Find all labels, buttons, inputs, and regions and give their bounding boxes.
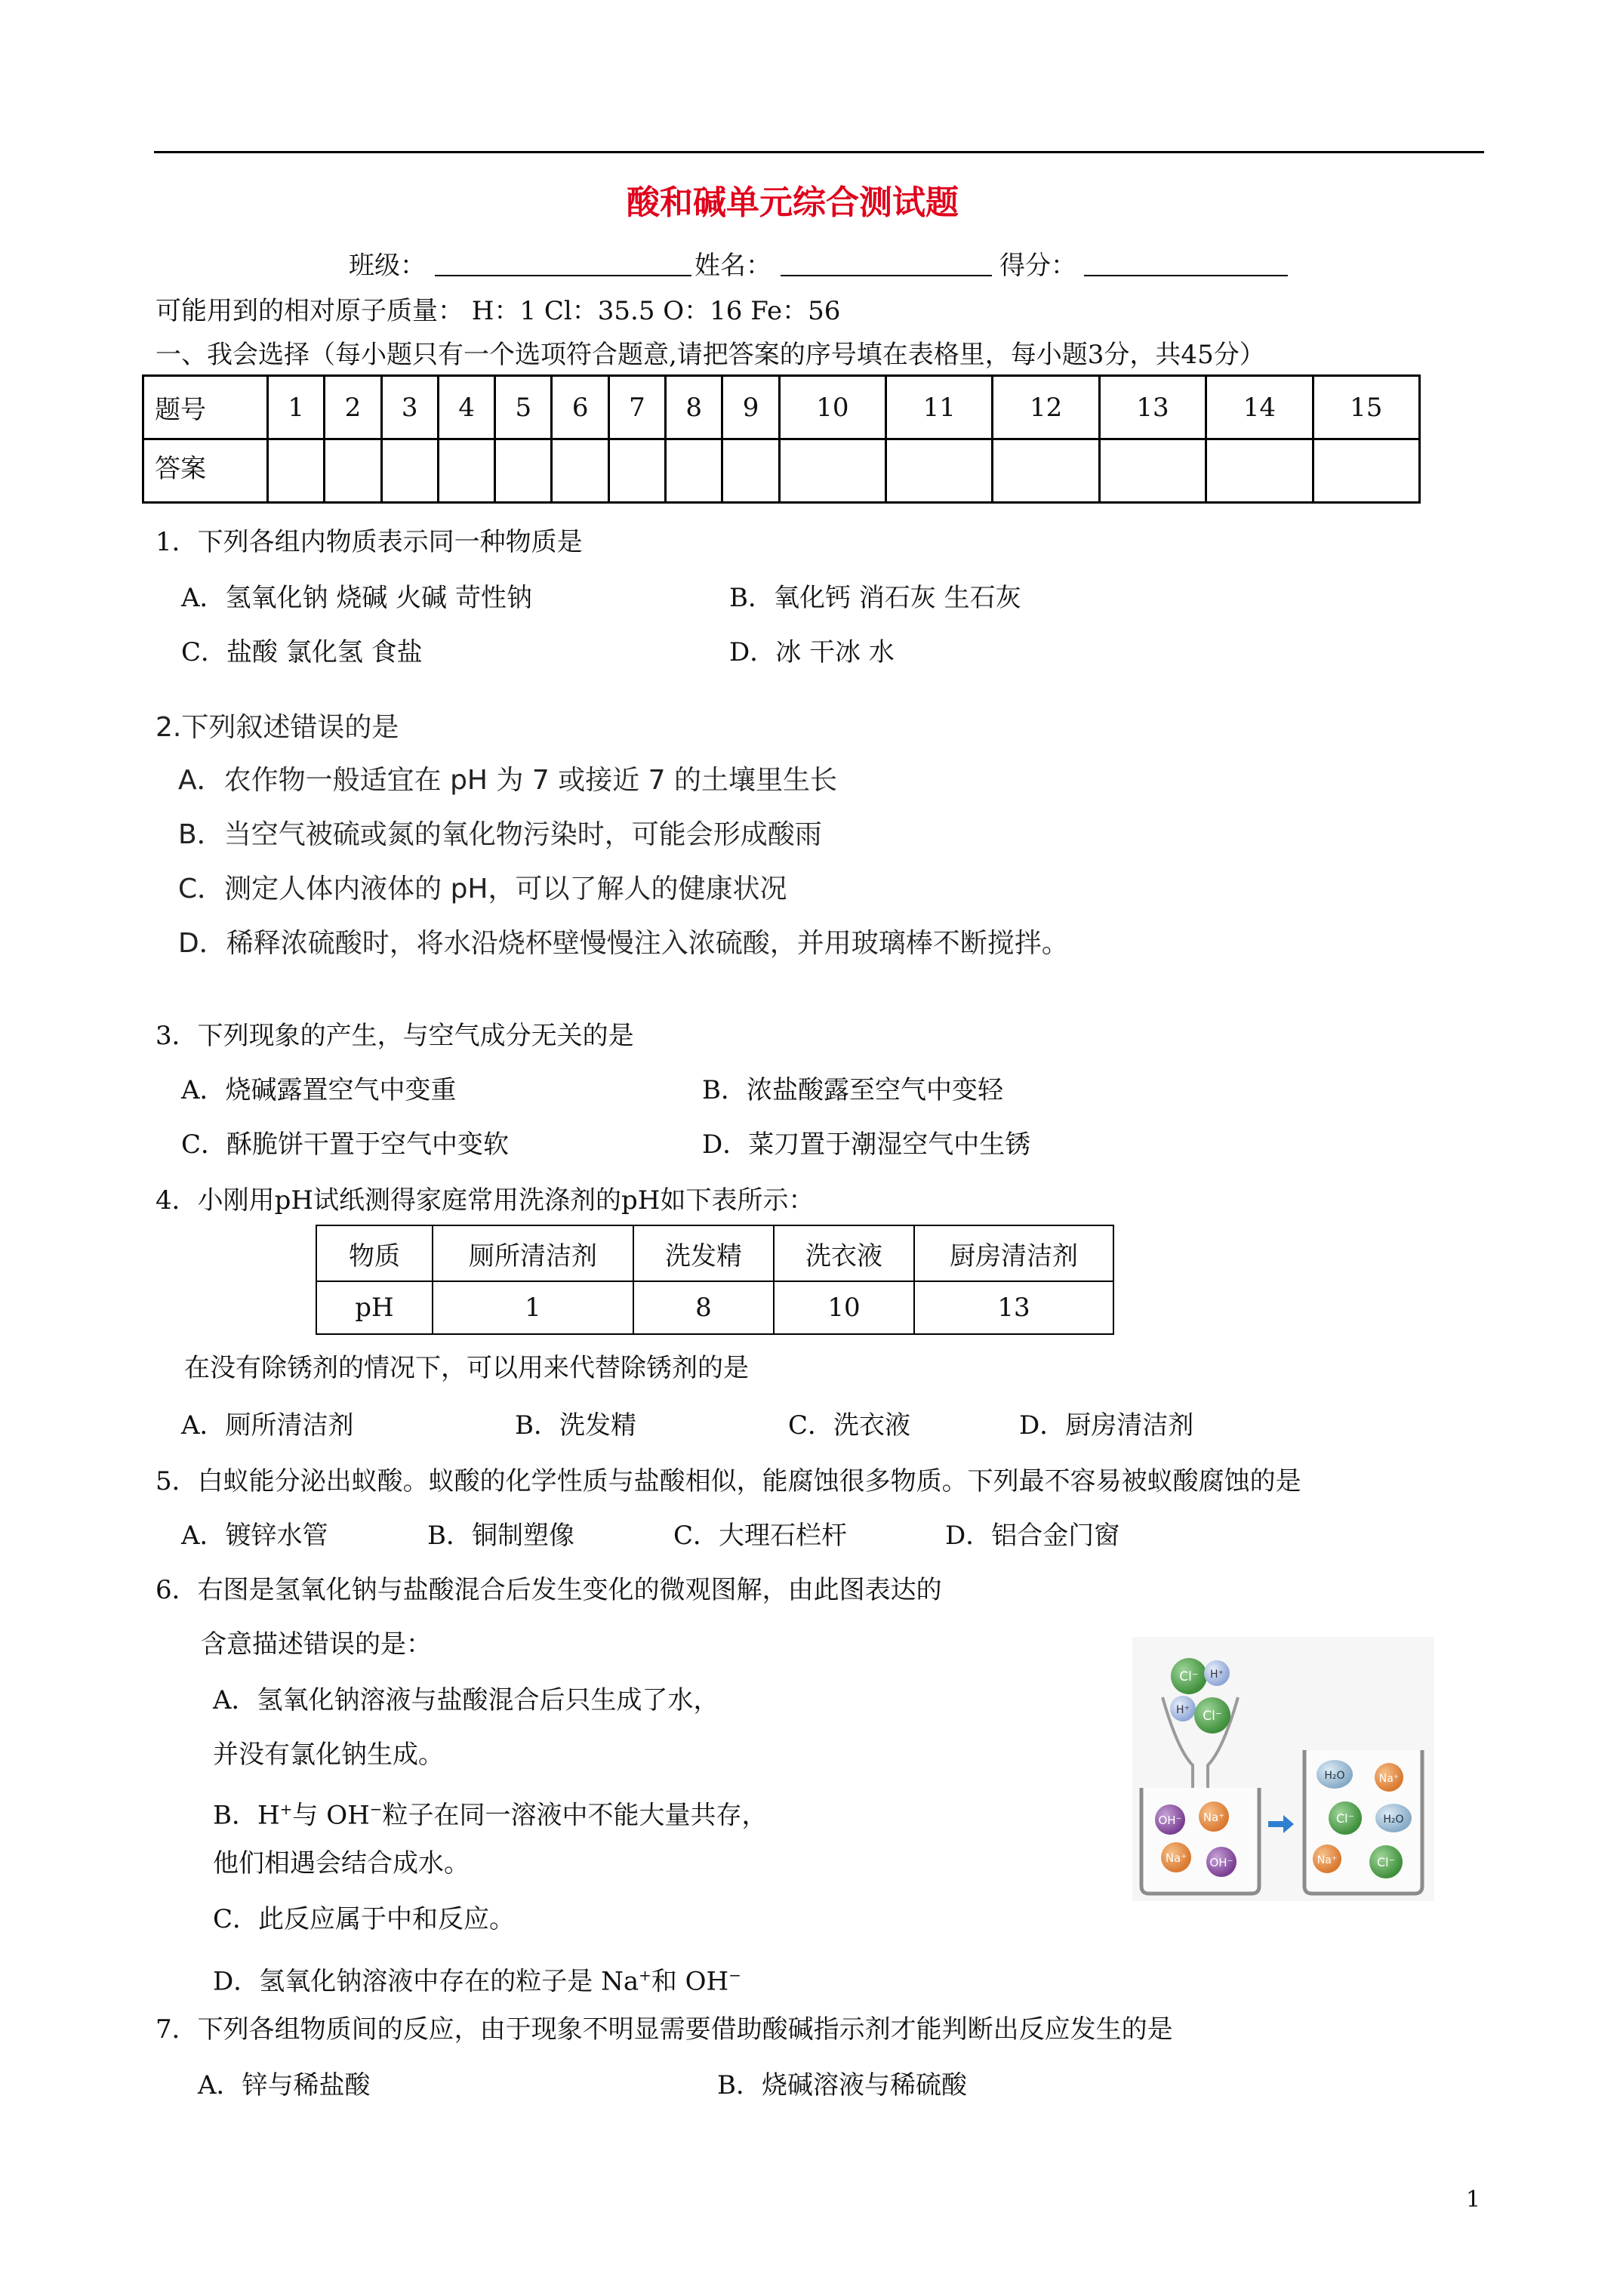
ph-table-header: 物质 [316,1225,433,1281]
answer-cell[interactable] [608,439,665,503]
h-ion-label: H⁺ [1176,1704,1190,1716]
row-head-number: 题号 [143,376,268,439]
row-head-answer: 答案 [143,439,268,503]
answer-cell[interactable] [495,439,552,503]
q3-option-c: C．酥脆饼干置于空气中变软 [181,1130,510,1160]
ph-table [316,1225,1114,1335]
answer-cell[interactable] [268,439,325,503]
neutralization-diagram [1132,1637,1434,1901]
answer-cell[interactable] [381,439,438,503]
answer-cell[interactable] [886,439,993,503]
ph-table-cell: 10 [774,1281,914,1334]
q7-stem: 7．下列各组物质间的反应，由于现象不明显需要借助酸碱指示剂才能判断出反应发生的是 [156,2014,1173,2045]
q6-option-b-line2: 他们相遇会结合成水。 [213,1848,470,1878]
answer-cell[interactable] [1099,439,1206,503]
q6-option-c: C．此反应属于中和反应。 [213,1904,516,1934]
q2-option-d: D．稀释浓硫酸时，将水沿烧杯壁慢慢注入浓硫酸，并用玻璃棒不断搅拌。 [178,928,1069,959]
name-blank[interactable] [781,249,992,276]
qnum-cell: 8 [666,376,722,439]
q4-option-a: A．厕所清洁剂 [181,1410,354,1441]
q1-stem: 1．下列各组内物质表示同一种物质是 [156,527,583,557]
na-ion-label: Na⁺ [1317,1854,1338,1866]
ph-table-header: 洗发精 [633,1225,774,1281]
answer-cell[interactable] [438,439,494,503]
cl-ion-label: Cl⁻ [1376,1855,1396,1869]
qnum-cell: 5 [495,376,552,439]
q5-option-d: D．铝合金门窗 [945,1521,1120,1551]
answer-cell[interactable] [722,439,779,503]
q7-option-a: A．锌与稀盐酸 [198,2070,371,2100]
ph-table-cell: 8 [633,1281,774,1334]
q4-option-d: D．厨房清洁剂 [1019,1410,1194,1441]
q2-option-a: A．农作物一般适宜在 pH 为 7 或接近 7 的土壤里生长 [178,765,838,796]
q2-option-c: C．测定人体内液体的 pH，可以了解人的健康状况 [178,874,787,905]
ph-table-cell: 1 [433,1281,633,1334]
q6-option-d: D．氢氧化钠溶液中存在的粒子是 Na+和 OH− [213,1966,741,1997]
h-ion-label: H⁺ [1210,1669,1224,1681]
q1-option-b: B．氧化钙 消石灰 生石灰 [729,583,1021,613]
ph-table-header: 厕所清洁剂 [433,1225,633,1281]
q2-option-b: B．当空气被硫或氮的氧化物污染时，可能会形成酸雨 [178,819,822,850]
na-ion-label: Na⁺ [1378,1773,1400,1785]
score-blank[interactable] [1084,249,1288,276]
cl-ion-label: Cl⁻ [1203,1709,1222,1724]
q1-option-d: D．冰 干冰 水 [729,637,895,667]
ph-table-cell: 13 [914,1281,1113,1334]
answer-cell[interactable] [1206,439,1313,503]
oh-ion-label: OH⁻ [1158,1814,1182,1827]
q3-option-d: D．菜刀置于潮湿空气中生锈 [702,1130,1031,1160]
qnum-cell: 7 [608,376,665,439]
qnum-cell: 2 [325,376,381,439]
qnum-cell: 12 [993,376,1099,439]
qnum-cell: 4 [438,376,494,439]
ph-table-header: 洗衣液 [774,1225,914,1281]
name-label: 姓名： [694,251,771,281]
q6-option-a-line1: A．氢氧化钠溶液与盐酸混合后只生成了水， [213,1685,719,1715]
answer-cell[interactable] [1313,439,1419,503]
cl-ion-label: Cl⁻ [1335,1811,1355,1826]
na-ion-label: Na⁺ [1165,1851,1187,1865]
ph-table-cell: pH [316,1281,433,1334]
q6-stem: 6．右图是氢氧化钠与盐酸混合后发生变化的微观图解，由此图表达的 [156,1575,942,1605]
ph-table-header: 厨房清洁剂 [914,1225,1113,1281]
na-ion-label: Na⁺ [1203,1811,1225,1824]
header-rule [154,151,1484,153]
page-title: 酸和碱单元综合测试题 [627,183,959,222]
atomic-mass-line: 可能用到的相对原子质量： H：1 Cl：35.5 O：16 Fe：56 [156,296,841,326]
qnum-cell: 1 [268,376,325,439]
qnum-cell: 6 [552,376,608,439]
qnum-cell: 10 [779,376,885,439]
answer-table [142,374,1421,504]
q1-option-c: C．盐酸 氯化氢 食盐 [181,637,423,667]
oh-ion-label: OH⁻ [1209,1856,1233,1869]
q5-stem: 5．白蚁能分泌出蚁酸。蚁酸的化学性质与盐酸相似，能腐蚀很多物质。下列最不容易被蚁酸腐蚀的是 [156,1466,1301,1496]
answer-cell[interactable] [666,439,722,503]
q7-option-b: B．烧碱溶液与稀硫酸 [717,2070,967,2100]
water-label: H₂O [1383,1814,1404,1826]
qnum-cell: 11 [886,376,993,439]
q5-option-a: A．镀锌水管 [181,1521,328,1551]
answer-cell[interactable] [779,439,885,503]
beaker-left [1141,1788,1259,1894]
answer-cell[interactable] [552,439,608,503]
q6-option-b-line1: B．H+与 OH−粒子在同一溶液中不能大量共存， [213,1800,768,1831]
q6-option-a-line2: 并没有氯化钠生成。 [213,1740,444,1770]
cl-ion-label: Cl⁻ [1179,1669,1199,1684]
qnum-cell: 14 [1206,376,1313,439]
answer-cell[interactable] [993,439,1099,503]
q5-option-c: C．大理石栏杆 [673,1521,848,1551]
page-number: 1 [1466,2187,1481,2213]
q4-stem: 4．小刚用pH试纸测得家庭常用洗涤剂的pH如下表所示： [156,1185,815,1216]
q4-option-c: C．洗衣液 [788,1410,911,1441]
qnum-cell: 3 [381,376,438,439]
q3-stem: 3．下列现象的产生，与空气成分无关的是 [156,1021,634,1051]
score-label: 得分： [999,251,1076,281]
q1-option-a: A．氢氧化钠 烧碱 火碱 苛性钠 [181,583,532,613]
q3-option-b: B．浓盐酸露至空气中变轻 [702,1075,1003,1105]
class-label: 班级： [349,251,426,281]
water-label: H₂O [1324,1770,1345,1782]
q4-option-b: B．洗发精 [515,1410,636,1441]
answer-cell[interactable] [325,439,381,503]
q4-follow: 在没有除锈剂的情况下，可以用来代替除锈剂的是 [184,1353,749,1383]
q3-option-a: A．烧碱露置空气中变重 [181,1075,457,1105]
q2-stem: 2.下列叙述错误的是 [156,712,399,743]
qnum-cell: 9 [722,376,779,439]
qnum-cell: 13 [1099,376,1206,439]
q5-option-b: B．铜制塑像 [427,1521,574,1551]
section-heading: 一、我会选择（每小题只有一个选项符合题意,请把答案的序号填在表格里，每小题3分，共45分） [156,340,1265,370]
qnum-cell: 15 [1313,376,1419,439]
q6-stem-2: 含意描述错误的是： [201,1629,432,1660]
class-blank[interactable] [435,249,691,276]
